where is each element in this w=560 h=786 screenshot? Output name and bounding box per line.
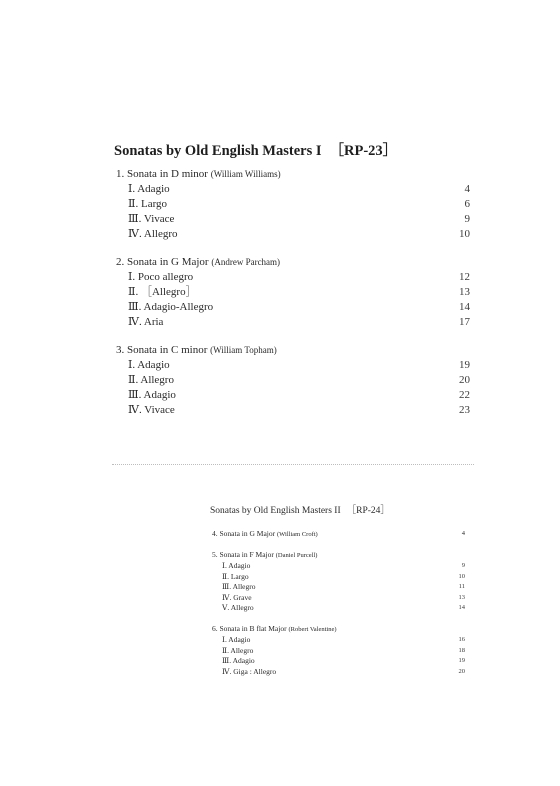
- page-number: 4: [464, 183, 470, 195]
- page-number: 19: [458, 657, 465, 665]
- page-number: 22: [459, 389, 470, 401]
- sonata-entry: [210, 623, 465, 677]
- sonata-heading: [210, 623, 465, 635]
- page-number: 12: [459, 271, 470, 283]
- movement-row: [114, 197, 470, 212]
- page-number: 18: [458, 646, 465, 654]
- sonata-title: 5. Sonata in F Major: [212, 550, 274, 559]
- volume2-code: ［RP-24］: [346, 506, 390, 516]
- page-number: 17: [459, 316, 470, 328]
- page-number: 16: [458, 635, 465, 643]
- movement-row: [210, 646, 465, 657]
- sonata-entry: [210, 549, 465, 614]
- sonata-title: 6. Sonata in B flat Major: [212, 623, 287, 633]
- sonata-entry: [210, 528, 465, 540]
- movement-label: Ⅱ. Allegro: [128, 374, 174, 386]
- sonata-heading: [114, 166, 470, 182]
- sonata-title: 4. Sonata in G Major: [212, 529, 276, 538]
- movement-label: Ⅰ. Adagio: [222, 634, 251, 644]
- movement-row: [114, 358, 470, 373]
- composer-name: (Robert Valentine): [288, 625, 337, 633]
- movement-label: Ⅲ. Allegro: [222, 582, 256, 592]
- sonata-title: 3. Sonata in C minor: [116, 344, 208, 356]
- movement-row: [114, 403, 470, 418]
- movement-label: Ⅲ. Adagio: [222, 656, 255, 666]
- page-number: 4: [461, 530, 465, 537]
- volume1-contents: [114, 166, 470, 430]
- sonata-heading: [210, 549, 465, 561]
- page-number: 23: [459, 404, 470, 416]
- sonata-heading: [114, 254, 470, 270]
- movement-label: Ⅱ. ［Allegro］: [128, 286, 197, 298]
- page-number: 14: [458, 604, 465, 612]
- page-title: [114, 139, 397, 160]
- composer-name: (William Williams): [210, 169, 281, 179]
- sonata-entry: [114, 342, 470, 418]
- movement-label: Ⅳ. Aria: [128, 316, 164, 328]
- movement-row: [210, 667, 465, 678]
- movement-label: Ⅰ. Adagio: [128, 183, 170, 195]
- page-number: 9: [464, 213, 470, 225]
- movement-row: [210, 656, 465, 667]
- movement-row: [114, 182, 470, 197]
- page-number: 10: [459, 228, 470, 240]
- movement-label: Ⅲ. Vivace: [128, 213, 175, 225]
- movement-label: Ⅲ. Adagio: [128, 389, 176, 401]
- movement-row: [114, 315, 470, 330]
- sonata-heading: [114, 342, 470, 358]
- composer-name: (William Topham): [210, 345, 277, 355]
- volume2-heading: [210, 502, 465, 516]
- movement-row: [114, 212, 470, 227]
- movement-row: [114, 300, 470, 315]
- movement-label: Ⅱ. Allegro: [222, 645, 254, 655]
- movement-label: Ⅰ. Adagio: [222, 561, 251, 570]
- movement-label: Ⅰ. Adagio: [128, 359, 170, 371]
- sonata-title: 1. Sonata in D minor: [116, 168, 208, 180]
- page-number: 14: [459, 301, 470, 313]
- volume2-contents: [210, 502, 465, 686]
- sonata-title: 2. Sonata in G Major: [116, 256, 209, 268]
- page-number: 6: [464, 198, 470, 210]
- movement-label: Ⅳ. Grave: [222, 592, 252, 602]
- movement-row: [210, 572, 465, 583]
- movement-label: Ⅰ. Poco allegro: [128, 271, 194, 283]
- composer-name: (Daniel Purcell): [275, 552, 318, 559]
- page-number: 9: [461, 562, 465, 569]
- sonata-heading: [210, 528, 465, 540]
- movement-label: Ⅱ. Largo: [222, 571, 249, 581]
- movement-label: Ⅳ. Allegro: [128, 228, 178, 240]
- movement-label: Ⅳ. Giga : Allegro: [222, 666, 277, 676]
- page-number: 13: [458, 593, 465, 601]
- composer-name: (William Croft): [277, 531, 318, 538]
- volume2-title: Sonatas by Old English Masters II: [210, 506, 341, 516]
- movement-row: [114, 388, 470, 403]
- movement-label: Ⅳ. Vivace: [128, 404, 175, 416]
- page-number: 20: [459, 374, 470, 386]
- section-divider: [112, 464, 474, 465]
- composer-name: (Andrew Parcham): [211, 257, 281, 267]
- movement-row: [210, 603, 465, 614]
- movement-row: [210, 561, 465, 572]
- movement-row: [210, 593, 465, 604]
- volume1-title: Sonatas by Old English Masters I: [114, 143, 322, 159]
- page-number: 19: [459, 359, 470, 371]
- sonata-entry: [114, 166, 470, 242]
- volume1-code: ［RP-23］: [329, 143, 398, 159]
- movement-row: [114, 285, 470, 300]
- movement-row: [114, 227, 470, 242]
- movement-row: [114, 270, 470, 285]
- movement-label: Ⅲ. Adagio-Allegro: [128, 301, 214, 313]
- page-number: 11: [458, 583, 465, 591]
- movement-row: [210, 635, 465, 646]
- page-number: 10: [458, 572, 465, 580]
- page-number: 13: [459, 286, 470, 298]
- movement-row: [210, 582, 465, 593]
- movement-label: Ⅴ. Allegro: [222, 603, 254, 613]
- sonata-entry: [114, 254, 470, 330]
- movement-label: Ⅱ. Largo: [128, 198, 168, 210]
- page-number: 20: [458, 667, 465, 675]
- movement-row: [114, 373, 470, 388]
